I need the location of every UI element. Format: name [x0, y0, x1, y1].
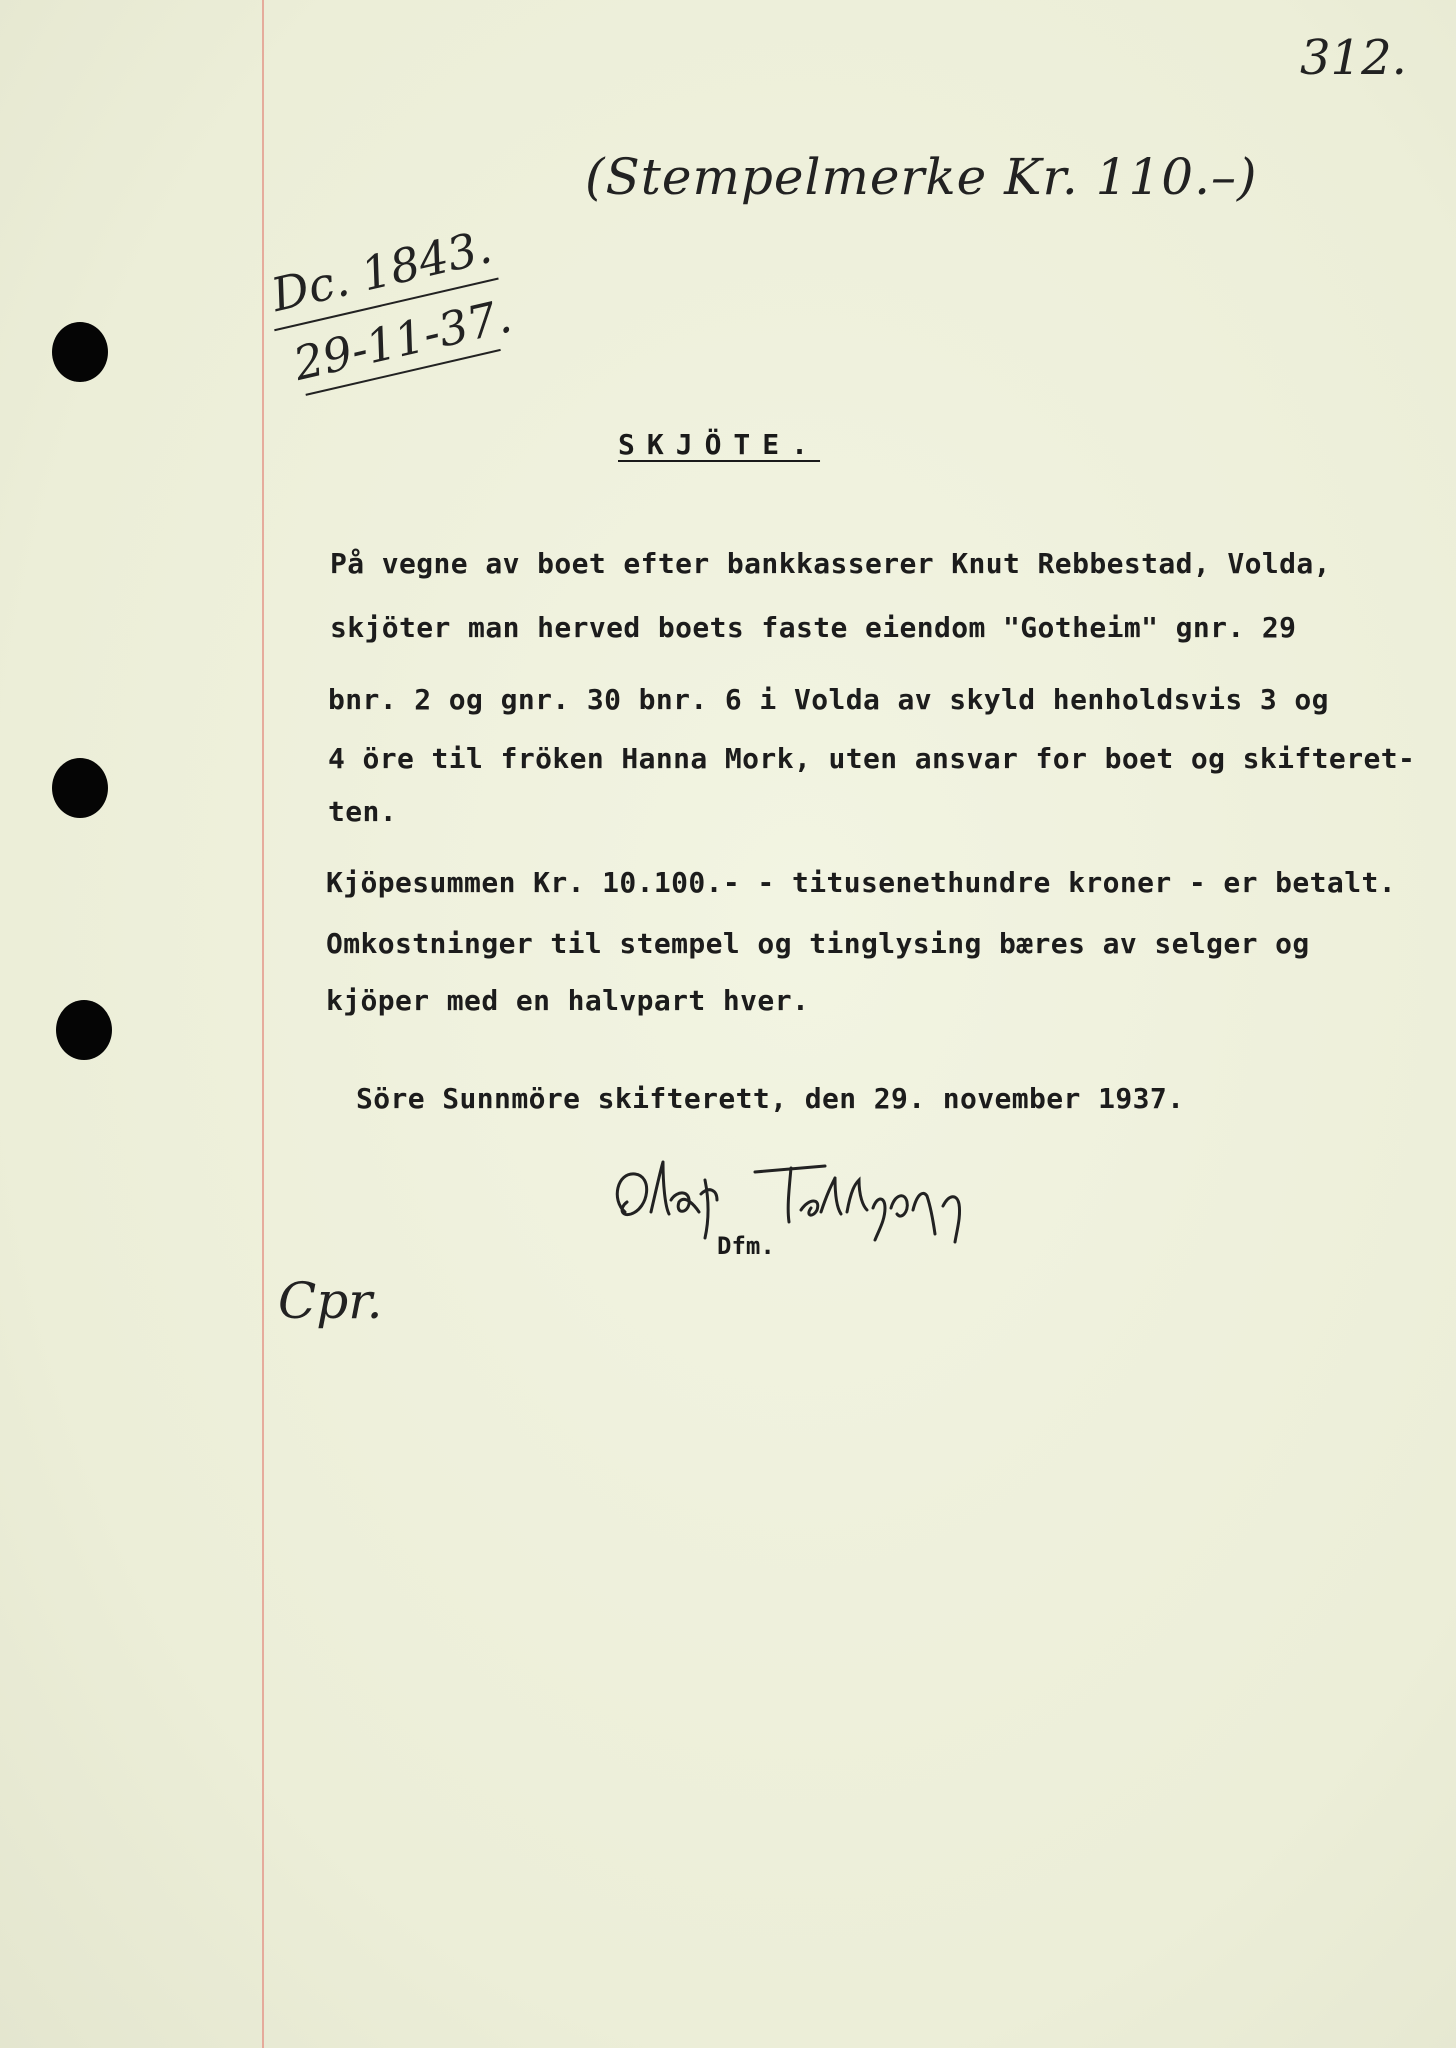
body-line: ten.: [328, 795, 398, 828]
body-line: kjöper med en halvpart hver.: [326, 984, 810, 1017]
body-line: Omkostninger til stempel og tinglysing bæres av selger og: [326, 927, 1310, 960]
reference-date: 29-11-37.: [288, 288, 517, 391]
margin-note: Cpr.: [278, 1272, 383, 1330]
body-line: 4 öre til fröken Hanna Mork, uten ansvar for boet og skifteret-: [328, 742, 1416, 775]
punch-hole: [52, 758, 108, 818]
stamp-note: (Stempelmerke Kr. 110.–): [585, 148, 1258, 206]
punch-hole: [56, 1000, 112, 1060]
body-line: Kjöpesummen Kr. 10.100.- - titusenethundre kroner - er betalt.: [326, 866, 1396, 899]
signature-title: Dfm.: [717, 1232, 775, 1260]
punch-hole: [52, 322, 108, 382]
page-number: 312.: [1300, 30, 1407, 86]
place-date: Söre Sunnmöre skifterett, den 29. november 1937.: [356, 1082, 1185, 1115]
body-line: skjöter man herved boets faste eiendom "Gotheim" gnr. 29: [330, 611, 1297, 644]
body-line: På vegne av boet efter bankkasserer Knut Rebbestad, Volda,: [330, 547, 1331, 580]
document-title: SKJÖTE.: [618, 428, 821, 461]
reference-note: [262, 194, 544, 416]
signature: [605, 1150, 1005, 1245]
reference-number: Dc. 1843.: [266, 219, 497, 323]
body-line: bnr. 2 og gnr. 30 bnr. 6 i Volda av skyld henholdsvis 3 og: [328, 683, 1329, 716]
margin-line: [262, 0, 264, 2048]
